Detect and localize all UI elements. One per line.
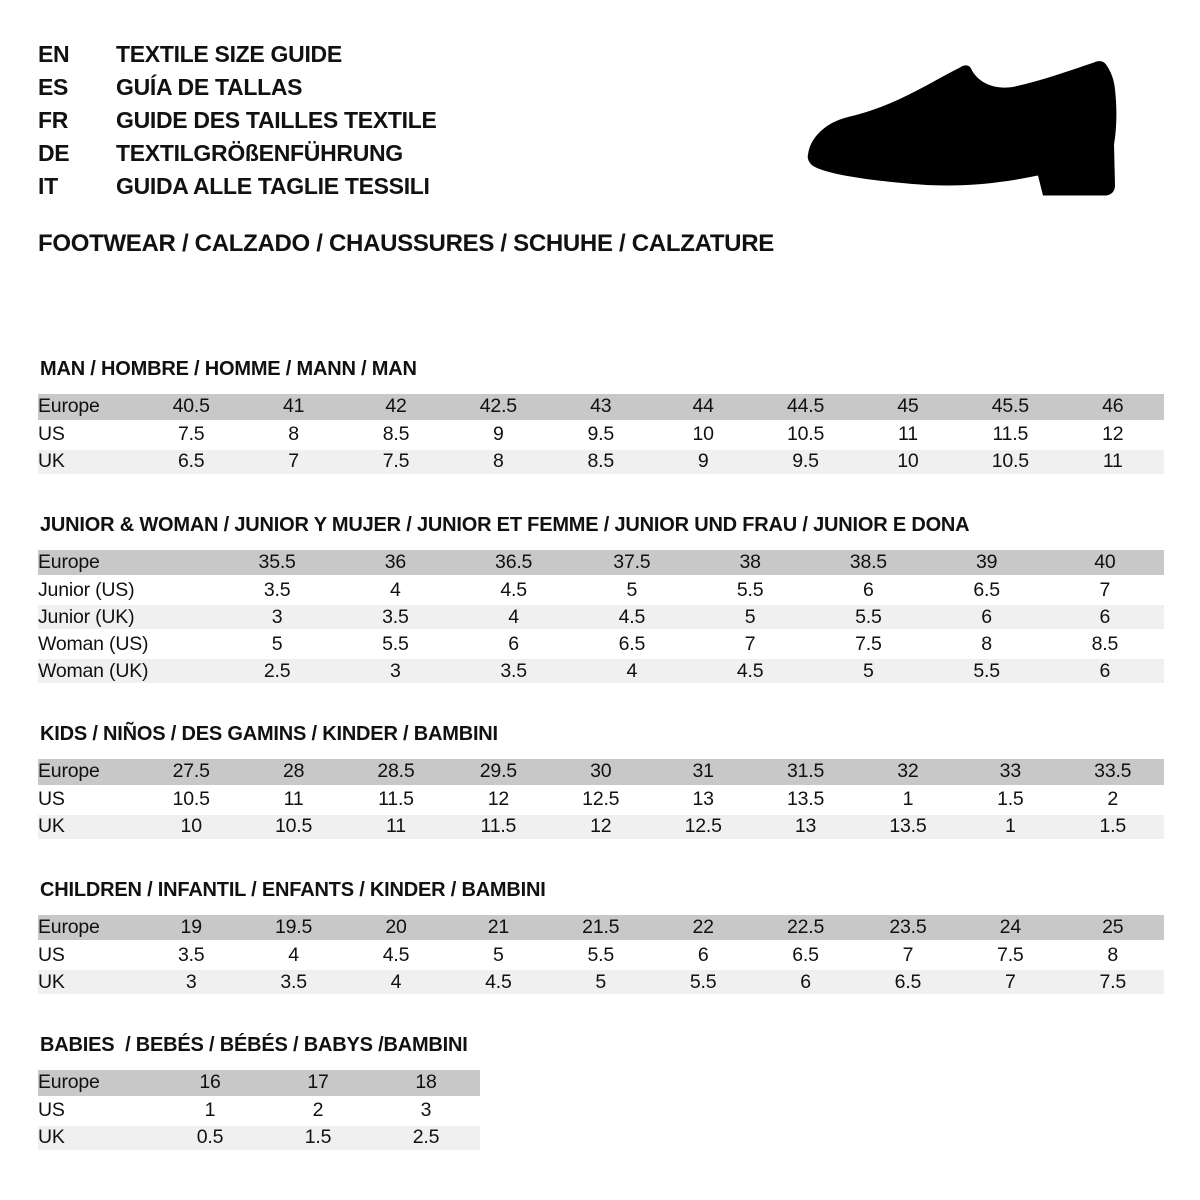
row-label: US	[38, 786, 140, 813]
size-cell: 2	[1062, 786, 1164, 813]
table-title: BABIES / BEBÉS / BÉBÉS / BABYS /BAMBINI	[40, 1034, 468, 1056]
size-cell: 4	[455, 604, 573, 631]
size-cell: 1.5	[264, 1124, 372, 1151]
size-cell: 32	[857, 759, 959, 786]
size-cell: 6	[1046, 604, 1164, 631]
size-cell: 7	[242, 448, 344, 475]
size-cell: 1	[156, 1097, 264, 1124]
size-cell: 40.5	[140, 394, 242, 421]
size-cell: 33	[959, 759, 1061, 786]
size-cell: 7.5	[140, 421, 242, 448]
row-label: US	[38, 1097, 156, 1124]
size-cell: 2.5	[372, 1124, 480, 1151]
size-cell: 4	[573, 658, 691, 685]
size-cell: 23.5	[857, 915, 959, 942]
size-table	[38, 759, 1164, 842]
size-cell: 4.5	[447, 969, 549, 996]
row-label: Europe	[38, 915, 140, 942]
size-cell: 12	[1062, 421, 1164, 448]
size-cell: 11	[857, 421, 959, 448]
size-table	[38, 550, 1164, 687]
size-cell: 7	[857, 942, 959, 969]
size-cell: 10.5	[754, 421, 856, 448]
size-cell: 38	[691, 550, 809, 577]
table-row	[38, 577, 1164, 604]
size-cell: 8.5	[345, 421, 447, 448]
row-label: Europe	[38, 550, 218, 577]
size-cell: 6.5	[573, 631, 691, 658]
size-cell: 37.5	[573, 550, 691, 577]
size-cell: 2.5	[218, 658, 336, 685]
size-cell: 30	[550, 759, 652, 786]
size-cell: 6.5	[928, 577, 1046, 604]
size-cell: 7.5	[809, 631, 927, 658]
size-table-section	[38, 514, 1162, 687]
size-cell: 36	[336, 550, 454, 577]
size-cell: 25	[1062, 915, 1164, 942]
row-label: Junior (US)	[38, 577, 218, 604]
category-heading: FOOTWEAR / CALZADO / CHAUSSURES / SCHUHE / CALZATURE	[38, 230, 774, 257]
table-row	[38, 394, 1164, 421]
row-label: Europe	[38, 1070, 156, 1097]
size-cell: 8	[242, 421, 344, 448]
size-cell: 4.5	[691, 658, 809, 685]
size-cell: 0.5	[156, 1124, 264, 1151]
table-row	[38, 942, 1164, 969]
size-cell: 5.5	[336, 631, 454, 658]
size-cell: 21.5	[550, 915, 652, 942]
size-cell: 7	[691, 631, 809, 658]
row-label: UK	[38, 813, 140, 840]
size-cell: 5.5	[550, 942, 652, 969]
size-cell: 13	[754, 813, 856, 840]
table-row	[38, 786, 1164, 813]
language-title: GUIDA ALLE TAGLIE TESSILI	[116, 173, 430, 199]
size-cell: 8	[1062, 942, 1164, 969]
size-cell: 11	[242, 786, 344, 813]
size-cell: 44	[652, 394, 754, 421]
size-cell: 2	[264, 1097, 372, 1124]
size-table-section	[38, 1034, 1162, 1153]
size-cell: 6.5	[754, 942, 856, 969]
size-cell: 5	[573, 577, 691, 604]
size-cell: 42	[345, 394, 447, 421]
size-cell: 24	[959, 915, 1061, 942]
size-cell: 4	[242, 942, 344, 969]
size-cell: 19	[140, 915, 242, 942]
size-cell: 6	[928, 604, 1046, 631]
size-table-section	[38, 723, 1162, 842]
size-cell: 3	[372, 1097, 480, 1124]
language-title: GUÍA DE TALLAS	[116, 74, 303, 100]
size-cell: 5.5	[809, 604, 927, 631]
table-title: CHILDREN / INFANTIL / ENFANTS / KINDER / BAMBINI	[40, 878, 546, 901]
row-label: Woman (UK)	[38, 658, 218, 685]
size-cell: 10	[857, 448, 959, 475]
table-row	[38, 1097, 480, 1124]
size-cell: 10	[140, 813, 242, 840]
language-code: ES	[38, 74, 69, 100]
size-cell: 22	[652, 915, 754, 942]
size-cell: 3.5	[336, 604, 454, 631]
size-cell: 5	[691, 604, 809, 631]
size-cell: 9	[447, 421, 549, 448]
size-cell: 12	[550, 813, 652, 840]
table-row	[38, 658, 1164, 685]
size-cell: 8.5	[550, 448, 652, 475]
table-row	[38, 915, 1164, 942]
size-cell: 45	[857, 394, 959, 421]
table-row	[38, 969, 1164, 996]
size-cell: 3	[336, 658, 454, 685]
size-cell: 31	[652, 759, 754, 786]
size-cell: 9.5	[754, 448, 856, 475]
size-cell: 6.5	[857, 969, 959, 996]
table-title: KIDS / NIÑOS / DES GAMINS / KINDER / BAMBINI	[40, 723, 498, 745]
size-cell: 6	[809, 577, 927, 604]
row-label: US	[38, 942, 140, 969]
size-cell: 11	[345, 813, 447, 840]
size-cell: 12	[447, 786, 549, 813]
row-label: UK	[38, 448, 140, 475]
size-cell: 10.5	[140, 786, 242, 813]
language-code: IT	[38, 173, 58, 199]
size-cell: 7	[1046, 577, 1164, 604]
size-cell: 3.5	[140, 942, 242, 969]
size-cell: 8	[928, 631, 1046, 658]
size-cell: 35.5	[218, 550, 336, 577]
size-cell: 28	[242, 759, 344, 786]
size-cell: 31.5	[754, 759, 856, 786]
row-label: US	[38, 421, 140, 448]
size-cell: 8	[447, 448, 549, 475]
size-cell: 40	[1046, 550, 1164, 577]
size-cell: 10.5	[242, 813, 344, 840]
row-label: Junior (UK)	[38, 604, 218, 631]
size-cell: 12.5	[550, 786, 652, 813]
size-cell: 8.5	[1046, 631, 1164, 658]
size-cell: 3.5	[218, 577, 336, 604]
language-code: DE	[38, 140, 70, 166]
size-cell: 18	[372, 1070, 480, 1097]
language-code: EN	[38, 41, 70, 67]
size-cell: 7.5	[345, 448, 447, 475]
size-cell: 5.5	[691, 577, 809, 604]
size-cell: 45.5	[959, 394, 1061, 421]
row-label: Woman (US)	[38, 631, 218, 658]
language-title: TEXTILE SIZE GUIDE	[116, 41, 342, 67]
size-table-section	[38, 879, 1162, 998]
size-cell: 5	[550, 969, 652, 996]
size-cell: 4	[336, 577, 454, 604]
size-table	[38, 394, 1164, 477]
size-cell: 29.5	[447, 759, 549, 786]
size-cell: 7.5	[1062, 969, 1164, 996]
table-title: JUNIOR & WOMAN / JUNIOR Y MUJER / JUNIOR ET FEMME / JUNIOR UND FRAU / JUNIOR E DONA	[40, 513, 970, 536]
table-row	[38, 759, 1164, 786]
size-cell: 22.5	[754, 915, 856, 942]
size-cell: 6	[652, 942, 754, 969]
size-cell: 3	[218, 604, 336, 631]
size-cell: 4.5	[345, 942, 447, 969]
size-cell: 42.5	[447, 394, 549, 421]
size-cell: 11	[1062, 448, 1164, 475]
size-cell: 6.5	[140, 448, 242, 475]
row-label: Europe	[38, 394, 140, 421]
size-table-section	[38, 358, 1162, 477]
language-title: TEXTILGRÖßENFÜHRUNG	[116, 140, 403, 166]
size-cell: 6	[754, 969, 856, 996]
size-cell: 3.5	[455, 658, 573, 685]
size-cell: 17	[264, 1070, 372, 1097]
size-cell: 36.5	[455, 550, 573, 577]
size-cell: 13.5	[857, 813, 959, 840]
size-cell: 21	[447, 915, 549, 942]
size-table	[38, 1070, 480, 1153]
size-cell: 39	[928, 550, 1046, 577]
row-label: UK	[38, 1124, 156, 1151]
size-cell: 5.5	[652, 969, 754, 996]
size-cell: 20	[345, 915, 447, 942]
size-cell: 5	[447, 942, 549, 969]
size-cell: 9.5	[550, 421, 652, 448]
size-cell: 1	[959, 813, 1061, 840]
size-cell: 38.5	[809, 550, 927, 577]
size-cell: 46	[1062, 394, 1164, 421]
size-cell: 4.5	[455, 577, 573, 604]
size-cell: 44.5	[754, 394, 856, 421]
size-cell: 3.5	[242, 969, 344, 996]
language-title: GUIDE DES TAILLES TEXTILE	[116, 107, 437, 133]
size-cell: 33.5	[1062, 759, 1164, 786]
size-cell: 6	[1046, 658, 1164, 685]
size-cell: 13	[652, 786, 754, 813]
table-row	[38, 631, 1164, 658]
table-row	[38, 550, 1164, 577]
table-row	[38, 604, 1164, 631]
size-cell: 5	[218, 631, 336, 658]
table-row	[38, 421, 1164, 448]
size-cell: 13.5	[754, 786, 856, 813]
size-cell: 4	[345, 969, 447, 996]
size-cell: 7.5	[959, 942, 1061, 969]
size-cell: 6	[455, 631, 573, 658]
size-cell: 5.5	[928, 658, 1046, 685]
size-cell: 4.5	[573, 604, 691, 631]
size-cell: 12.5	[652, 813, 754, 840]
table-row	[38, 1124, 480, 1151]
size-cell: 41	[242, 394, 344, 421]
size-cell: 11.5	[959, 421, 1061, 448]
table-row	[38, 448, 1164, 475]
size-cell: 5	[809, 658, 927, 685]
size-cell: 19.5	[242, 915, 344, 942]
table-title: MAN / HOMBRE / HOMME / MANN / MAN	[40, 358, 417, 380]
table-row	[38, 813, 1164, 840]
size-table	[38, 915, 1164, 998]
table-row	[38, 1070, 480, 1097]
size-cell: 28.5	[345, 759, 447, 786]
size-cell: 1	[857, 786, 959, 813]
size-cell: 7	[959, 969, 1061, 996]
size-cell: 1.5	[1062, 813, 1164, 840]
size-cell: 1.5	[959, 786, 1061, 813]
size-cell: 11.5	[447, 813, 549, 840]
row-label: UK	[38, 969, 140, 996]
size-cell: 3	[140, 969, 242, 996]
size-cell: 10.5	[959, 448, 1061, 475]
size-cell: 10	[652, 421, 754, 448]
size-cell: 43	[550, 394, 652, 421]
size-cell: 16	[156, 1070, 264, 1097]
shoe-silhouette-icon	[802, 52, 1142, 212]
size-cell: 11.5	[345, 786, 447, 813]
row-label: Europe	[38, 759, 140, 786]
tables-container	[38, 358, 1162, 1153]
size-cell: 27.5	[140, 759, 242, 786]
language-code: FR	[38, 107, 69, 133]
size-cell: 9	[652, 448, 754, 475]
